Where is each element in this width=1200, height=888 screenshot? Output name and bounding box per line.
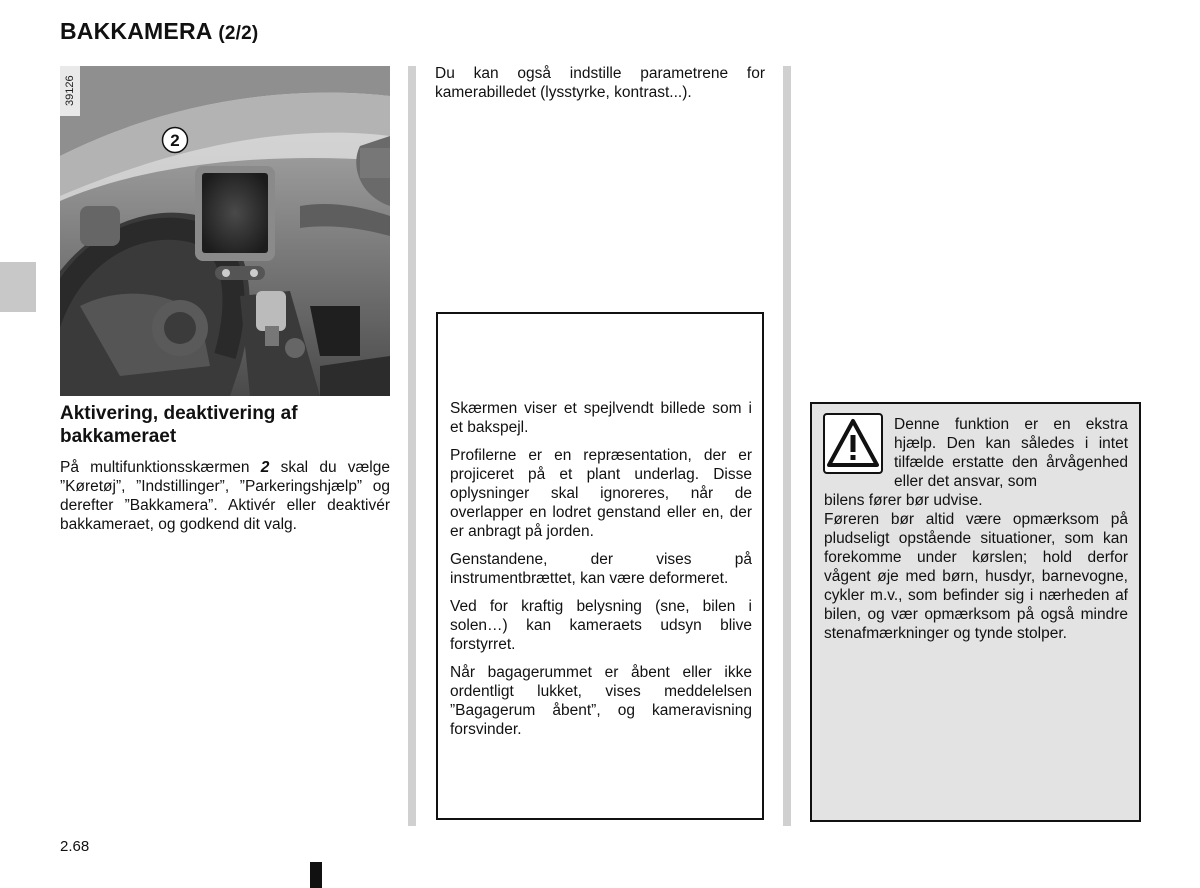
page-title	[60, 18, 258, 45]
figure-code: 39126	[60, 66, 80, 116]
note-paragraph: Skærmen viser et spejlvendt billede som i et bakspejl.	[450, 400, 752, 436]
warning-text-tail: bilens fører bør udvise.	[824, 492, 983, 509]
page-number: 2.68	[60, 838, 90, 855]
camera-settings-paragraph: Du kan også indstille parametrene for kamerabilledet (lysstyrke, kontrast...).	[435, 65, 765, 101]
activation-paragraph	[60, 458, 390, 534]
note-paragraph: Profilerne er en repræsentation, der er projiceret på et plant underlag. Disse oplysninger skal ignoreres, når de overlapper en lodret genstand eller en, der er anbragt på jorden.	[450, 447, 752, 540]
column-separator	[783, 66, 791, 826]
note-paragraph: Når bagagerummet er åbent eller ikke ordentligt lukket, vises meddelelsen ”Bagagerum åbent”, og kameravisning forsvinder.	[450, 664, 752, 738]
column-separator	[408, 66, 416, 826]
note-paragraph: Ved for kraftig belysning (sne, bilen i solen…) kan kameraets udsyn blive forstyrret.	[450, 598, 752, 653]
note-box	[436, 312, 764, 820]
warning-second-paragraph: Føreren bør altid være opmærksom på pludseligt opstående situationer, som kan forekomme under kørslen; hold derfor vågent øje med børn, husdyr, barnevogne, cykler m.v., som befinder sig i nærheden af bilen, og vær opmærksom på også mindre stenafmærkninger og tynde stolper.	[824, 511, 1128, 642]
warning-text: Denne funktion er en ekstra hjælp. Den kan således i intet tilfælde erstatte den årvågenhed eller det ansvar, som	[894, 416, 1128, 490]
activation-text-2: skal du vælge ”Køretøj”, ”Indstillinger”, ”Parkeringshjælp” og derefter ”Bakkamera”. Aktivér eller deaktivér bakkameraet, og godkend dit valg.	[60, 459, 390, 533]
note-paragraph: Genstandene, der vises på instrumentbrættet, kan være deformeret.	[450, 551, 752, 587]
activation-text-1: På multifunktionsskærmen	[60, 459, 261, 476]
callout-number: 2	[170, 131, 180, 150]
dashboard-photo	[60, 66, 390, 396]
note-content	[450, 399, 752, 748]
chapter-tab-marker	[0, 262, 36, 312]
warning-triangle-icon	[823, 413, 883, 474]
section-heading: Aktivering, deaktivering af bakkameraet	[60, 403, 298, 447]
warning-text-continued	[824, 491, 1128, 643]
callout-2-icon	[161, 126, 189, 154]
page-title-text: BAKKAMERA	[60, 18, 212, 44]
warning-box	[810, 402, 1141, 822]
screen-reference-number: 2	[260, 459, 270, 476]
print-mark	[310, 862, 322, 888]
page-title-part: (2/2)	[218, 23, 259, 44]
